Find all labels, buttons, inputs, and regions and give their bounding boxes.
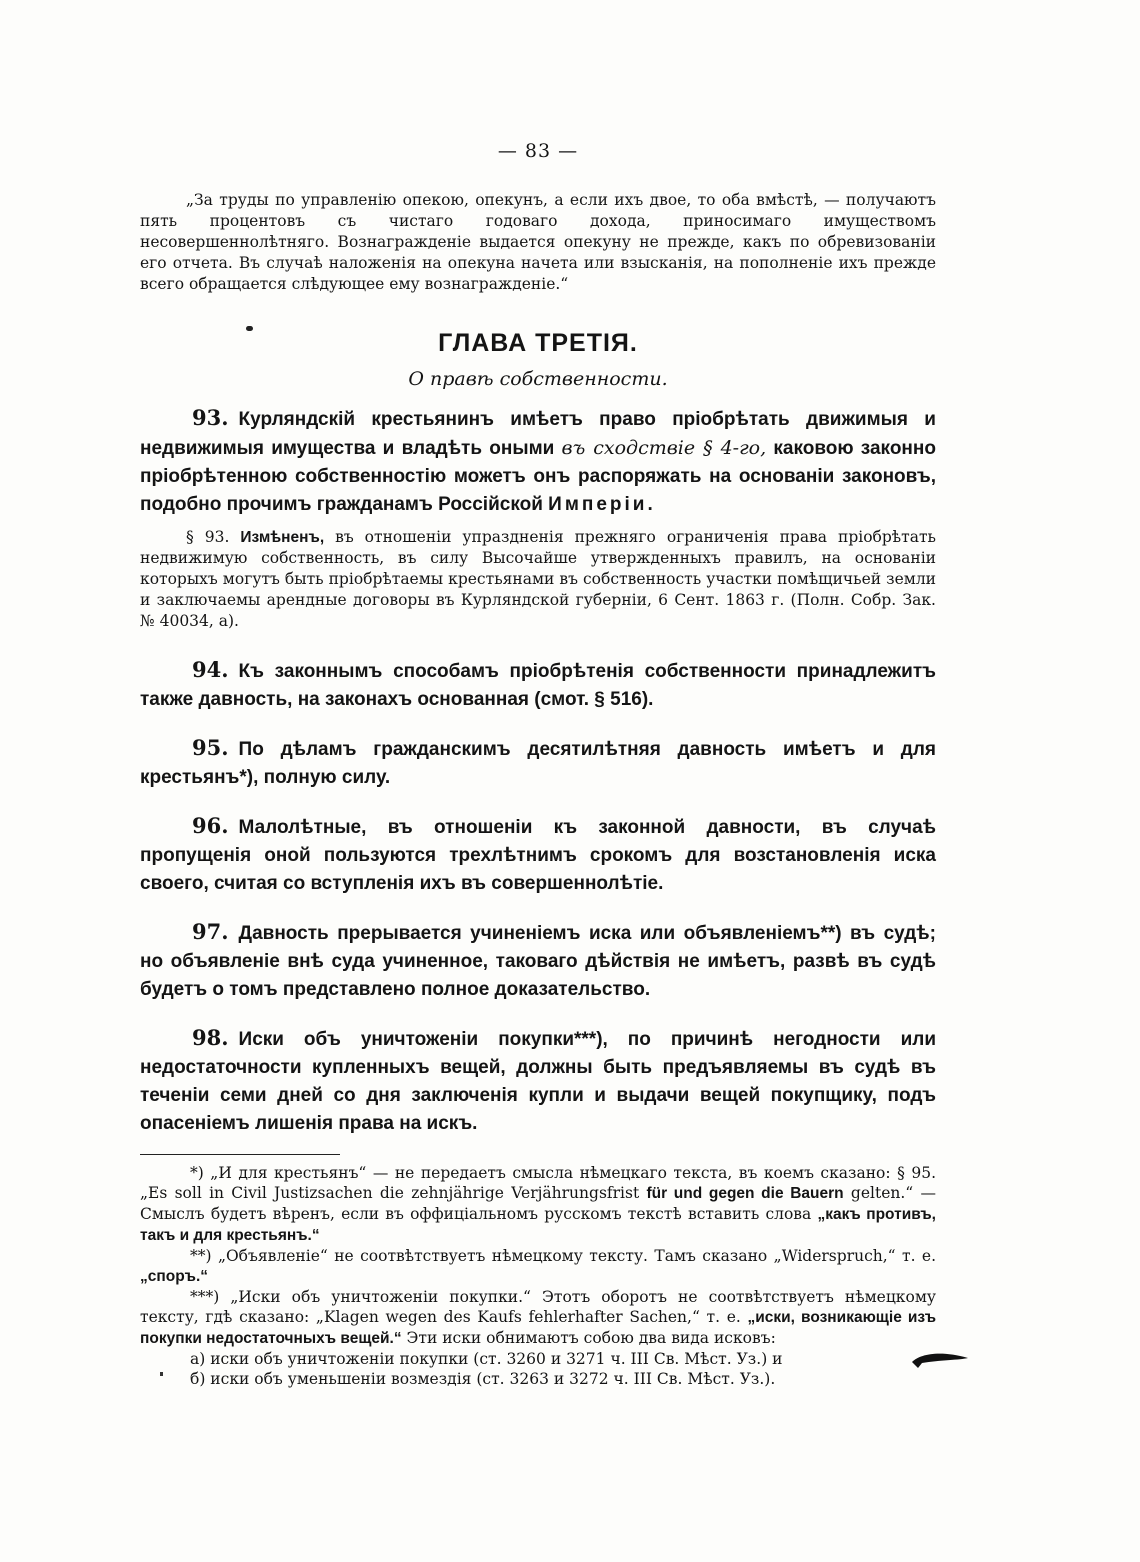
article-number: 98. — [192, 1025, 229, 1050]
footnote-bold: „какъ противъ, такъ и для крестьянъ.“ — [140, 1206, 936, 1244]
article-94 — [140, 656, 936, 714]
footnote-bold: „иски, возникающіе изъ покупки недостаточныхъ вещей.“ — [140, 1309, 937, 1347]
footnote-list-item: а) иски объ уничтоженіи покупки (ст. 3260 и 3271 ч. III Св. Мѣст. Уз.) и — [190, 1350, 783, 1368]
article-text-spaced: Имперіи. — [548, 494, 656, 515]
footnote-bold: „споръ.“ — [140, 1268, 209, 1285]
note-bold: Измѣненъ, — [240, 529, 325, 546]
article-text: Иски объ уничтоженіи покупки***), по причинѣ негодности или недостаточности купленныхъ вещей, должны быть предъявляемы въ судѣ въ теченіи семи дней со дня заключенія купли и выдачи вещей покупщику, подъ опасеніемъ лишенія права на искъ. — [140, 1029, 936, 1134]
footnote-text: *) „И для крестьянъ“ — не передаетъ смысла нѣмецкаго текста, въ коемъ сказано: § 95. „Es soll in Civil Justizsachen die zehnjährige Verjährungsfrist — [140, 1164, 936, 1202]
footnote-text: Эти иски обнимаютъ собою два вида исковъ: — [401, 1329, 776, 1347]
article-reference: въ сходствіе § 4-го, — [561, 437, 767, 459]
note-prefix: § 93. — [186, 528, 241, 546]
article-number: 96. — [192, 813, 229, 838]
footnote-text: **) „Объявленіе“ не соотвѣтствуетъ нѣмецкому тексту. Тамъ сказано „Widerspruch,“ т. е. — [190, 1247, 936, 1265]
footnote-text: gelten.“ — Смыслъ будетъ вѣренъ, если въ оффиціальномъ русскомъ текстѣ вставить слова — [140, 1184, 936, 1223]
article-96 — [140, 812, 936, 898]
footnote-list-item: б) иски объ уменьшеніи возмездія (ст. 3263 и 3272 ч. III Св. Мѣст. Уз.). — [190, 1370, 776, 1388]
article-number: 94. — [192, 657, 229, 682]
article-97 — [140, 918, 936, 1004]
article-number: 97. — [192, 919, 229, 944]
footnote-3 — [140, 1287, 936, 1349]
article-number: 93. — [192, 405, 229, 430]
chapter-subtitle: О правѣ собственности. — [408, 368, 668, 390]
article-number: 95. — [192, 735, 229, 760]
note-text: въ отношеніи упраздненія прежняго ограниченія права пріобрѣтать недвижимую собственность, въ силу Высочайше утвержденныхъ правилъ, на основаніи которыхъ могутъ быть пріобрѣтаемы крестьянами въ собственность участки помѣщичьей земли и заключаемы арендные договоры въ Курляндской губерніи, 6 Сент. 1863 г. (Полн. Собр. Зак. № 40034, а). — [140, 528, 936, 630]
book-page — [140, 140, 936, 1389]
footnote-divider — [140, 1154, 340, 1155]
quoted-paragraph: „За труды по управленію опекою, опекунъ, а если ихъ двое, то оба вмѣстѣ, — получаютъ пять процентовъ съ чистаго годоваго дохода, приносимаго имуществомъ несовершеннолѣтняго. Вознагражденіе выдается опекуну не прежде, какъ по обревизованіи его отчета. Въ случаѣ наложенія на опекуна начета или взысканія, на пополненіе ихъ прежде всего обращается слѣдующее ему вознагражденіе.“ — [140, 191, 936, 293]
footnote-2 — [140, 1246, 936, 1287]
chapter-title: ГЛАВА ТРЕТІЯ. — [438, 329, 638, 357]
article-95 — [140, 734, 936, 792]
article-text: Малолѣтные, въ отношеніи къ законной давности, въ случаѣ пропущенія оной пользуются трехлѣтнимъ срокомъ для возстановленія иска своего, считая со вступленія ихъ въ совершеннолѣтіе. — [140, 817, 936, 894]
article-93-note — [140, 527, 936, 632]
page-number: — 83 — — [497, 140, 579, 162]
footnote-text: ***) „Иски объ уничтоженіи покупки.“ Этотъ оборотъ не соотвѣтствуетъ нѣмецкому тексту, гдѣ сказано: „Klagen wegen des Kaufs fehlerhafter Sachen,“ т. е. — [140, 1288, 936, 1326]
article-text: По дѣламъ гражданскимъ десятилѣтняя давность имѣетъ и для крестьянъ*), полную силу. — [140, 739, 936, 788]
article-93 — [140, 404, 936, 519]
article-98 — [140, 1024, 936, 1138]
ink-blot-icon — [910, 1348, 970, 1370]
footnote-bold: für und gegen die Bauern — [646, 1185, 844, 1202]
article-text: Курляндскій крестьянинъ имѣетъ право пріобрѣтать движимыя и недвижимыя имущества и владѣть оными — [140, 409, 936, 459]
footnote-1 — [140, 1163, 936, 1246]
article-text: каковою законно пріобрѣтенною собственностію можетъ онъ распоряжать на основаніи законовъ, подобно прочимъ гражданамъ Россійской — [140, 438, 936, 515]
article-text: Давность прерывается учиненіемъ иска или объявленіемъ**) въ судѣ; но объявленіе внѣ суда учиненное, таковаго дѣйствія не имѣетъ, развѣ въ судѣ будетъ о томъ представлено полное доказательство. — [140, 923, 936, 1000]
article-text: Къ законнымъ способамъ пріобрѣтенія собственности принадлежитъ также давность, на законахъ основанная (смот. § 516). — [140, 661, 936, 710]
